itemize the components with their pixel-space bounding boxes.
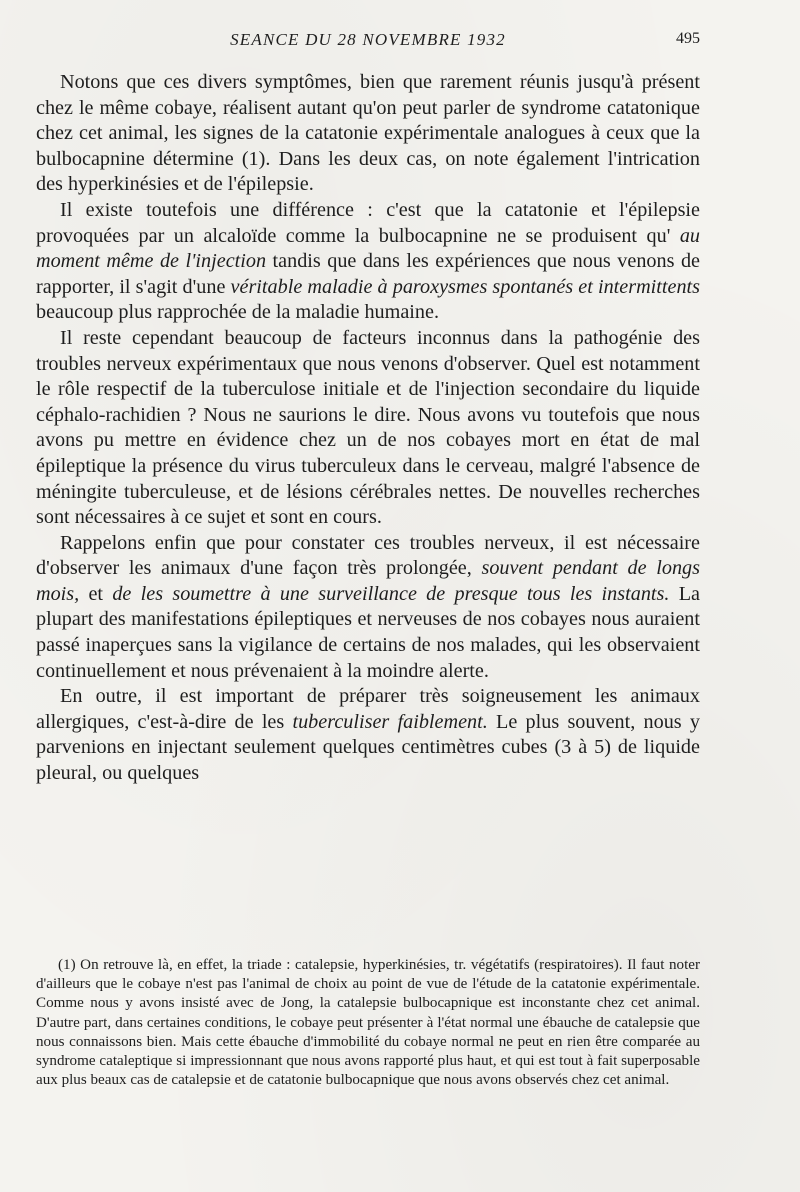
italic-run: au moment même de l'injection: [36, 224, 700, 273]
paragraph: [36, 198, 700, 326]
text-run: et: [79, 582, 113, 605]
running-title: SEANCE DU 28 NOVEMBRE 1932: [230, 30, 506, 49]
text-run: En outre, il est important de préparer très soigneusement les animaux allergiques, c'est-à-dire de les: [36, 685, 700, 733]
italic-run: de les soumettre à une surveillance de presque tous les instants.: [112, 582, 670, 605]
italic-run: tuberculiser faiblement.: [292, 710, 488, 733]
running-head: [36, 30, 700, 54]
text-run: Le plus souvent, nous y parvenions en injectant seulement quelques centimètres cubes (3 à 5) de liquide pleural, ou quelques: [36, 710, 700, 785]
paragraph: [36, 70, 700, 198]
text-run: beaucoup plus rapprochée de la maladie humaine.: [36, 301, 440, 324]
text-run: La plupart des manifestations épileptiques et nerveuses de nos cobayes nous auraient passé inaperçues sans la vigilance de certains de nos malades, qui les observaient continuellement et nous prévenaient à la moindre alerte.: [36, 582, 700, 682]
footnote-block: [36, 956, 700, 1090]
text-run: Rappelons enfin que pour constater ces troubles nerveux, il est nécessaire d'observer les animaux d'une façon très prolongée,: [36, 531, 700, 580]
footnote: (1) On retrouve là, en effet, la triade : catalepsie, hyperkinésies, tr. végétatifs (respiratoires). Il faut noter d'ailleurs que le cobaye n'est pas l'animal de choix au point de vue de l'étude de la catatonie expérimentale. Comme nous y avons insisté avec de Jong, la catalepsie bulbocapnique est inconstante chez cet animal. D'autre part, dans certaines conditions, le cobaye peut présenter à l'état normal une ébauche de catalepsie que nous connaissons bien. Mais cette ébauche d'immobilité du cobaye normal ne peut en rien être comparée au syndrome cataleptique si impressionnant que nous avons rapporté plus haut, et qui est tout à fait superposable aux plus beaux cas de catalepsie et de catatonie bulbocapnique que nous avons observés chez cet animal.: [36, 957, 700, 1089]
text-run: Notons que ces divers symptômes, bien que rarement réunis jusqu'à présent chez le même cobaye, réalisent autant qu'on peut parler de syndrome catatonique chez cet animal, les signes de la catatonie expérimentale analogues à ceux que la bulbocapnine détermine (1). Dans les deux cas, on note également l'intrication des hyperkinésies et de l'épilepsie.: [36, 71, 700, 196]
paragraph: [36, 684, 700, 786]
text-run: tandis que dans les expériences que nous venons de rapporter, il s'agit d'une: [36, 250, 700, 298]
text-run: Il existe toutefois une différence : c'est que la catatonie et l'épilepsie provoquées par un alcaloïde comme la bulbocapnine ne se produisent qu': [36, 198, 700, 247]
page-number: 495: [676, 30, 700, 47]
italic-run: véritable maladie à paroxysmes spontanés et intermittents: [230, 275, 701, 298]
paragraph: [36, 531, 700, 685]
text-run: Il reste cependant beaucoup de facteurs inconnus dans la pathogénie des troubles nerveux expérimentaux que nous venons d'observer. Quel est notamment le rôle respectif de la tuberculose initiale et de l'injection secondaire du liquide céphalo-rachidien ? Nous ne saurions le dire. Nous avons vu toutefois que nous avons pu mettre en évidence chez un de nos cobayes mort en état de mal épileptique la présence du virus tuberculeux dans le cerveau, malgré l'absence de méningite tuberculeuse, et de lésions cérébrales nettes. De nouvelles recherches sont nécessaires à ce sujet et sont en cours.: [36, 326, 700, 529]
paragraph: [36, 326, 700, 531]
body-text: [36, 70, 700, 787]
italic-run: souvent pendant de longs mois,: [36, 557, 700, 605]
